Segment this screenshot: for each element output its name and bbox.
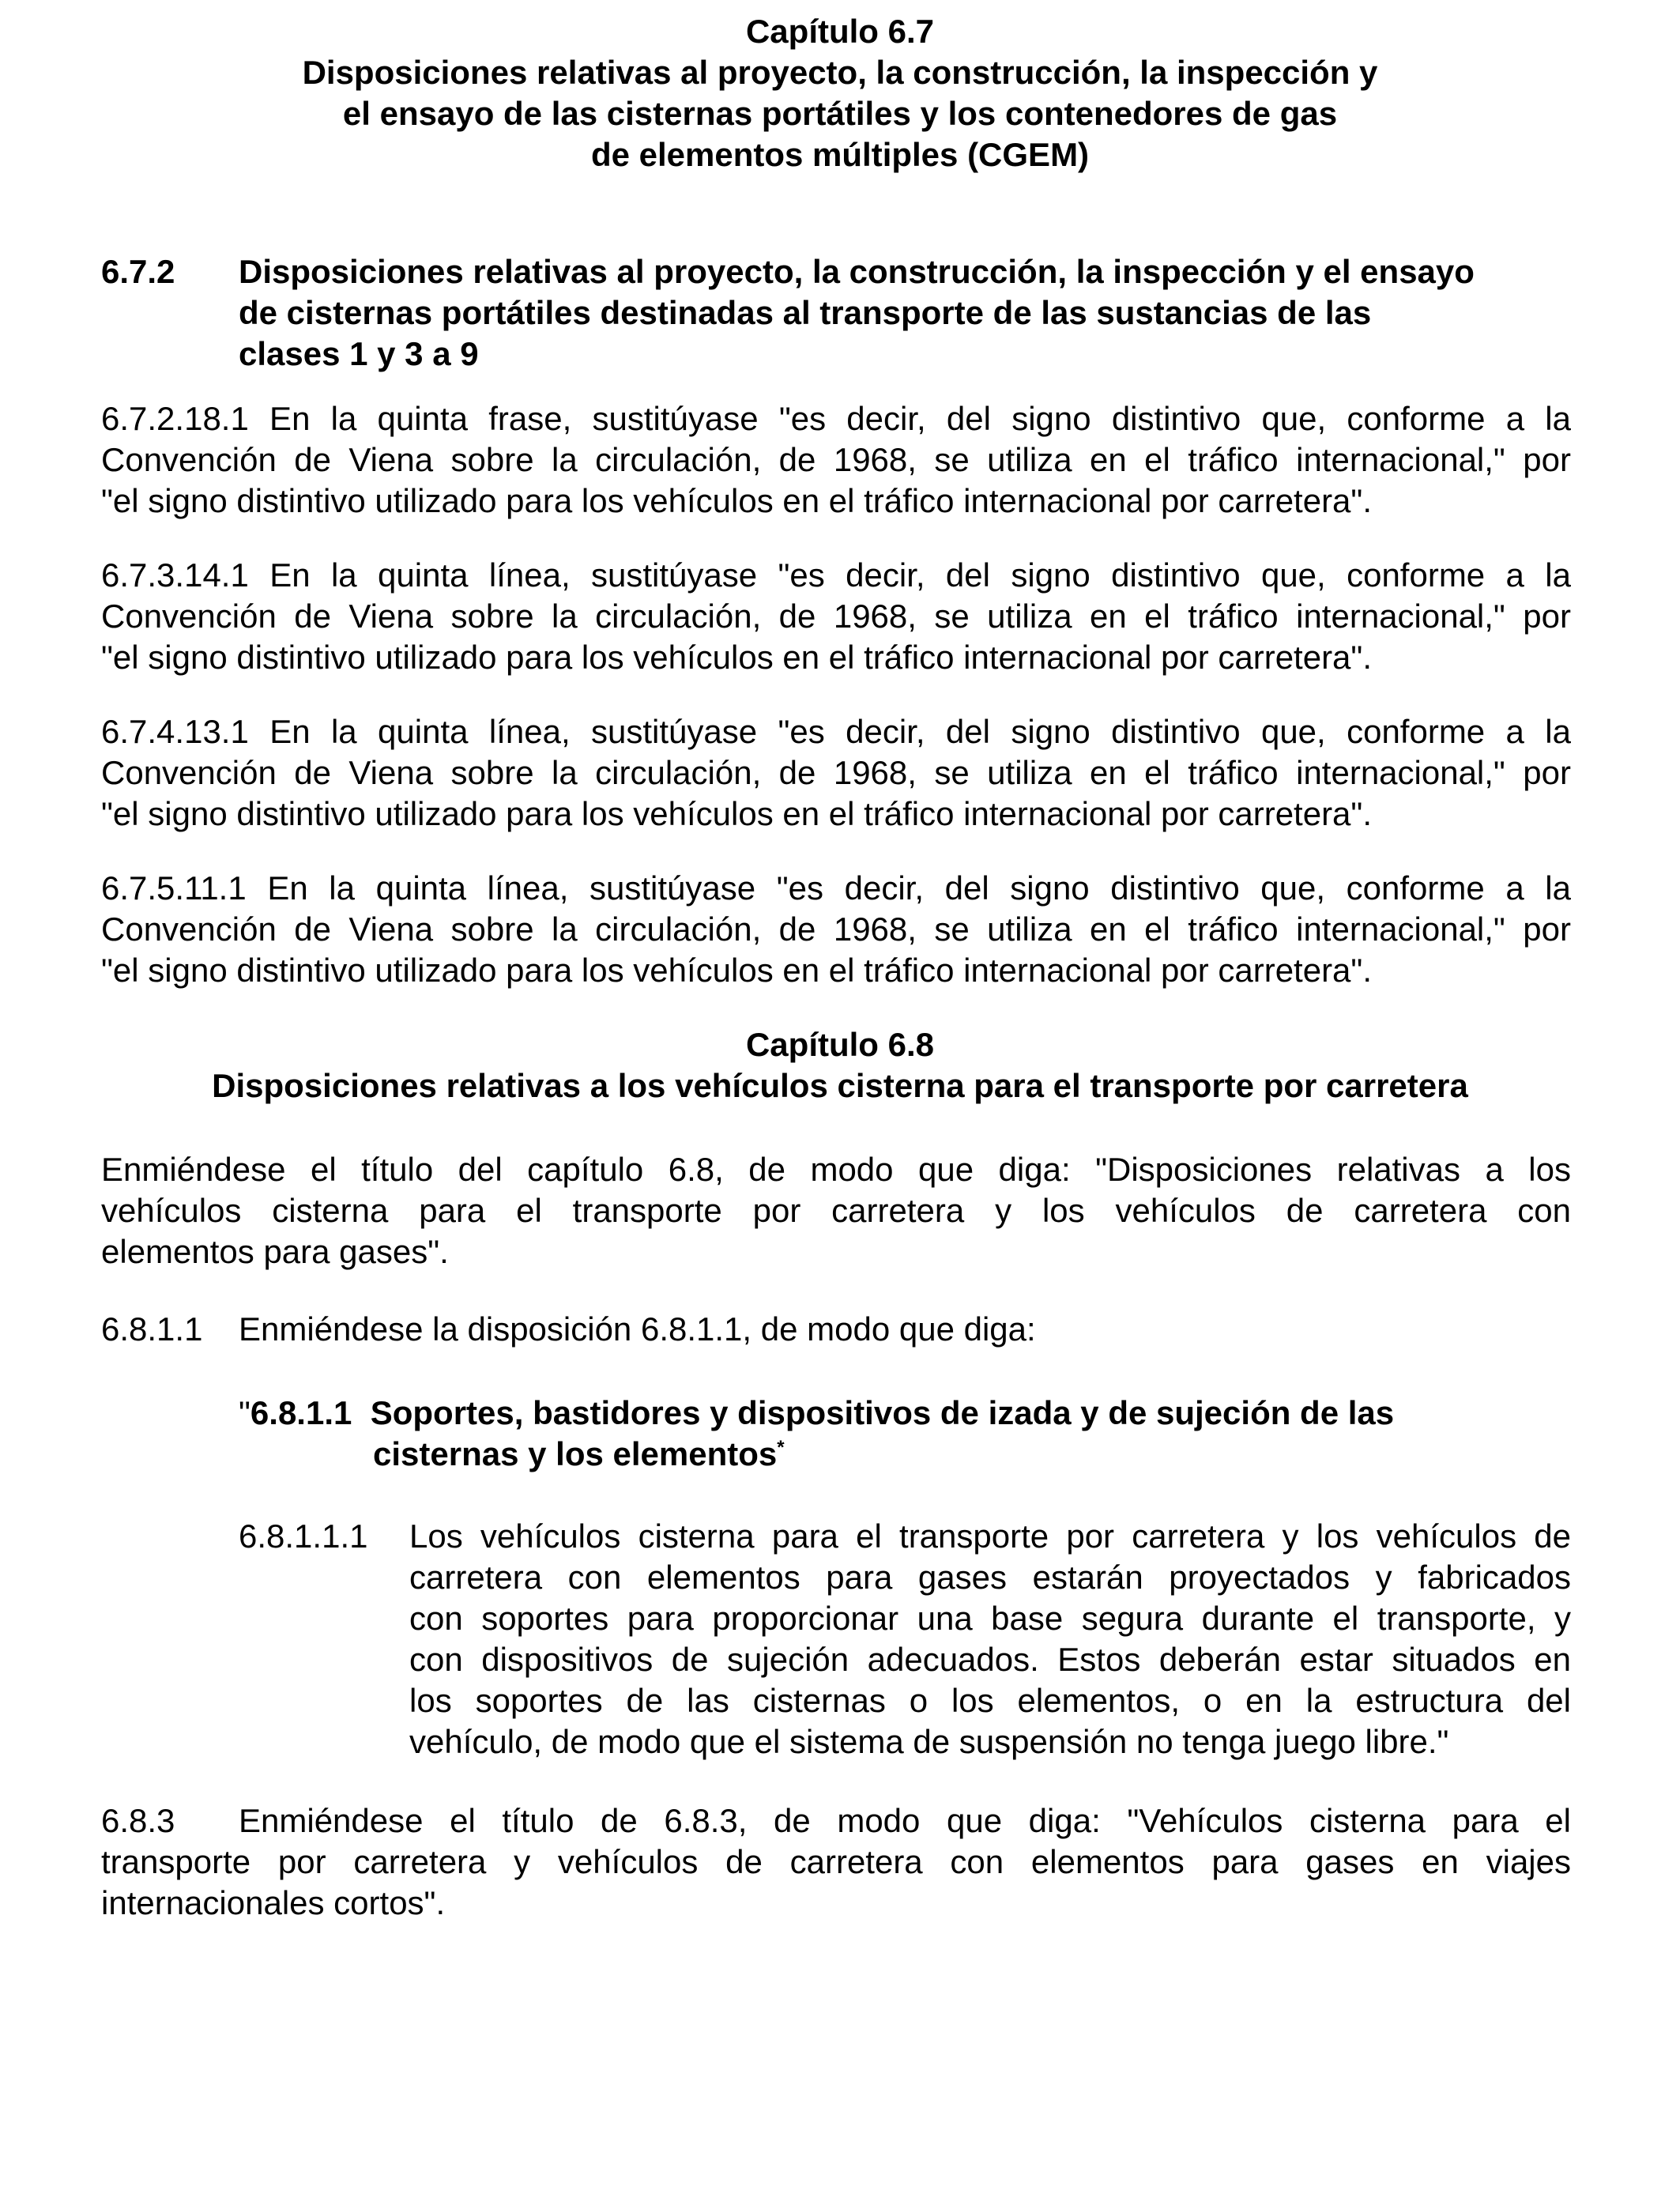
- chapter-title: Capítulo 6.7: [745, 13, 935, 50]
- paragraph-line: 6.7.2.18.1 En la quinta frase, sustitúyase "es decir, del signo distintivo que, conforme a la: [101, 400, 1571, 437]
- paragraph-line: "el signo distintivo utilizado para los vehículos en el tráfico internacional por carretera".: [101, 795, 1372, 832]
- open-quote: ": [239, 1394, 250, 1431]
- quoted-heading-line: cisternas y los elementos: [373, 1435, 778, 1472]
- amendment-paragraph: [101, 555, 1571, 678]
- section-number: 6.7.2: [101, 253, 175, 290]
- paragraph-line: los soportes de las cisternas o los elementos, o en la estructura del: [409, 1682, 1571, 1719]
- title-amendment-paragraph: [101, 1149, 1571, 1272]
- paragraph-line: Los vehículos cisterna para el transporte por carretera y los vehículos de: [409, 1517, 1571, 1555]
- paragraph-line: carretera con elementos para gases estarán proyectados y fabricados: [409, 1559, 1571, 1596]
- amendment-number: 6.8.3: [101, 1802, 175, 1839]
- section-title-line: clases 1 y 3 a 9: [239, 335, 479, 372]
- paragraph-line: Convención de Viena sobre la circulación, de 1968, se utiliza en el tráfico internacional," por: [101, 910, 1571, 948]
- paragraph-line: Convención de Viena sobre la circulación, de 1968, se utiliza en el tráfico internacional," por: [101, 754, 1571, 791]
- amendment-text: Enmiéndese el título de 6.8.3, de modo que diga: "Vehículos cisterna para el: [239, 1802, 1571, 1839]
- paragraph-line: elementos para gases".: [101, 1233, 449, 1270]
- paragraph-line: "el signo distintivo utilizado para los vehículos en el tráfico internacional por carretera".: [101, 482, 1372, 519]
- paragraph-line: vehículos cisterna para el transporte por carretera y los vehículos de carretera con: [101, 1192, 1571, 1229]
- paragraph-line: [101, 1800, 1571, 1842]
- paragraph-line: transporte por carretera y vehículos de carretera con elementos para gases en viajes: [101, 1843, 1571, 1880]
- paragraph-line: Convención de Viena sobre la circulación, de 1968, se utiliza en el tráfico internacional," por: [101, 598, 1571, 635]
- quoted-heading: [239, 1393, 1582, 1475]
- paragraph-line: 6.7.3.14.1 En la quinta línea, sustitúyase "es decir, del signo distintivo que, conforme a la: [101, 556, 1571, 594]
- chapter-title: Capítulo 6.8: [745, 1026, 935, 1063]
- section-title-line: de cisternas portátiles destinadas al transporte de las sustancias de las: [239, 294, 1372, 331]
- paragraph-line: Enmiéndese el título del capítulo 6.8, de modo que diga: "Disposiciones relativas a los: [101, 1151, 1571, 1188]
- amendment-paragraph: [101, 711, 1571, 835]
- paragraph-line: vehículo, de modo que el sistema de suspensión no tenga juego libre.": [409, 1723, 1449, 1760]
- quoted-heading-line: Soportes, bastidores y dispositivos de izada y de sujeción de las: [370, 1394, 1395, 1431]
- subparagraph-number: 6.8.1.1.1: [239, 1517, 368, 1555]
- section-title: [239, 251, 1582, 375]
- paragraph-line: 6.7.4.13.1 En la quinta línea, sustitúyase "es decir, del signo distintivo que, conforme a la: [101, 713, 1571, 750]
- footnote-mark: *: [777, 1437, 785, 1458]
- paragraph-line: Convención de Viena sobre la circulación, de 1968, se utiliza en el tráfico internacional," por: [101, 441, 1571, 478]
- quoted-heading-number: 6.8.1.1: [250, 1394, 352, 1431]
- chapter-6-8-heading: [101, 1024, 1579, 1106]
- amendment-683-paragraph: [101, 1800, 1571, 1924]
- subparagraph-text: [409, 1516, 1571, 1762]
- paragraph-line: con dispositivos de sujeción adecuados. Estos deberán estar situados en: [409, 1641, 1571, 1678]
- chapter-6-7-heading: [101, 11, 1579, 175]
- amendment-number: 6.8.1.1: [101, 1310, 203, 1348]
- amendment-paragraph: [101, 868, 1571, 991]
- paragraph-line: 6.7.5.11.1 En la quinta línea, sustitúyase "es decir, del signo distintivo que, conforme a la: [101, 869, 1571, 907]
- paragraph-line: "el signo distintivo utilizado para los vehículos en el tráfico internacional por carretera".: [101, 952, 1372, 989]
- paragraph-line: "el signo distintivo utilizado para los vehículos en el tráfico internacional por carretera".: [101, 639, 1372, 676]
- paragraph-line: con soportes para proporcionar una base segura durante el transporte, y: [409, 1600, 1571, 1637]
- chapter-subtitle-line: el ensayo de las cisternas portátiles y los contenedores de gas: [342, 95, 1338, 132]
- section-title-line: Disposiciones relativas al proyecto, la construcción, la inspección y el ensayo: [239, 253, 1475, 290]
- paragraph-line: internacionales cortos".: [101, 1884, 446, 1921]
- chapter-subtitle: Disposiciones relativas a los vehículos cisterna para el transporte por carretera: [212, 1067, 1468, 1104]
- amendment-paragraph: [101, 398, 1571, 522]
- chapter-subtitle-line: de elementos múltiples (CGEM): [590, 136, 1090, 173]
- chapter-subtitle-line: Disposiciones relativas al proyecto, la construcción, la inspección y: [302, 54, 1378, 91]
- amendment-text: Enmiéndese la disposición 6.8.1.1, de modo que diga:: [239, 1310, 1036, 1348]
